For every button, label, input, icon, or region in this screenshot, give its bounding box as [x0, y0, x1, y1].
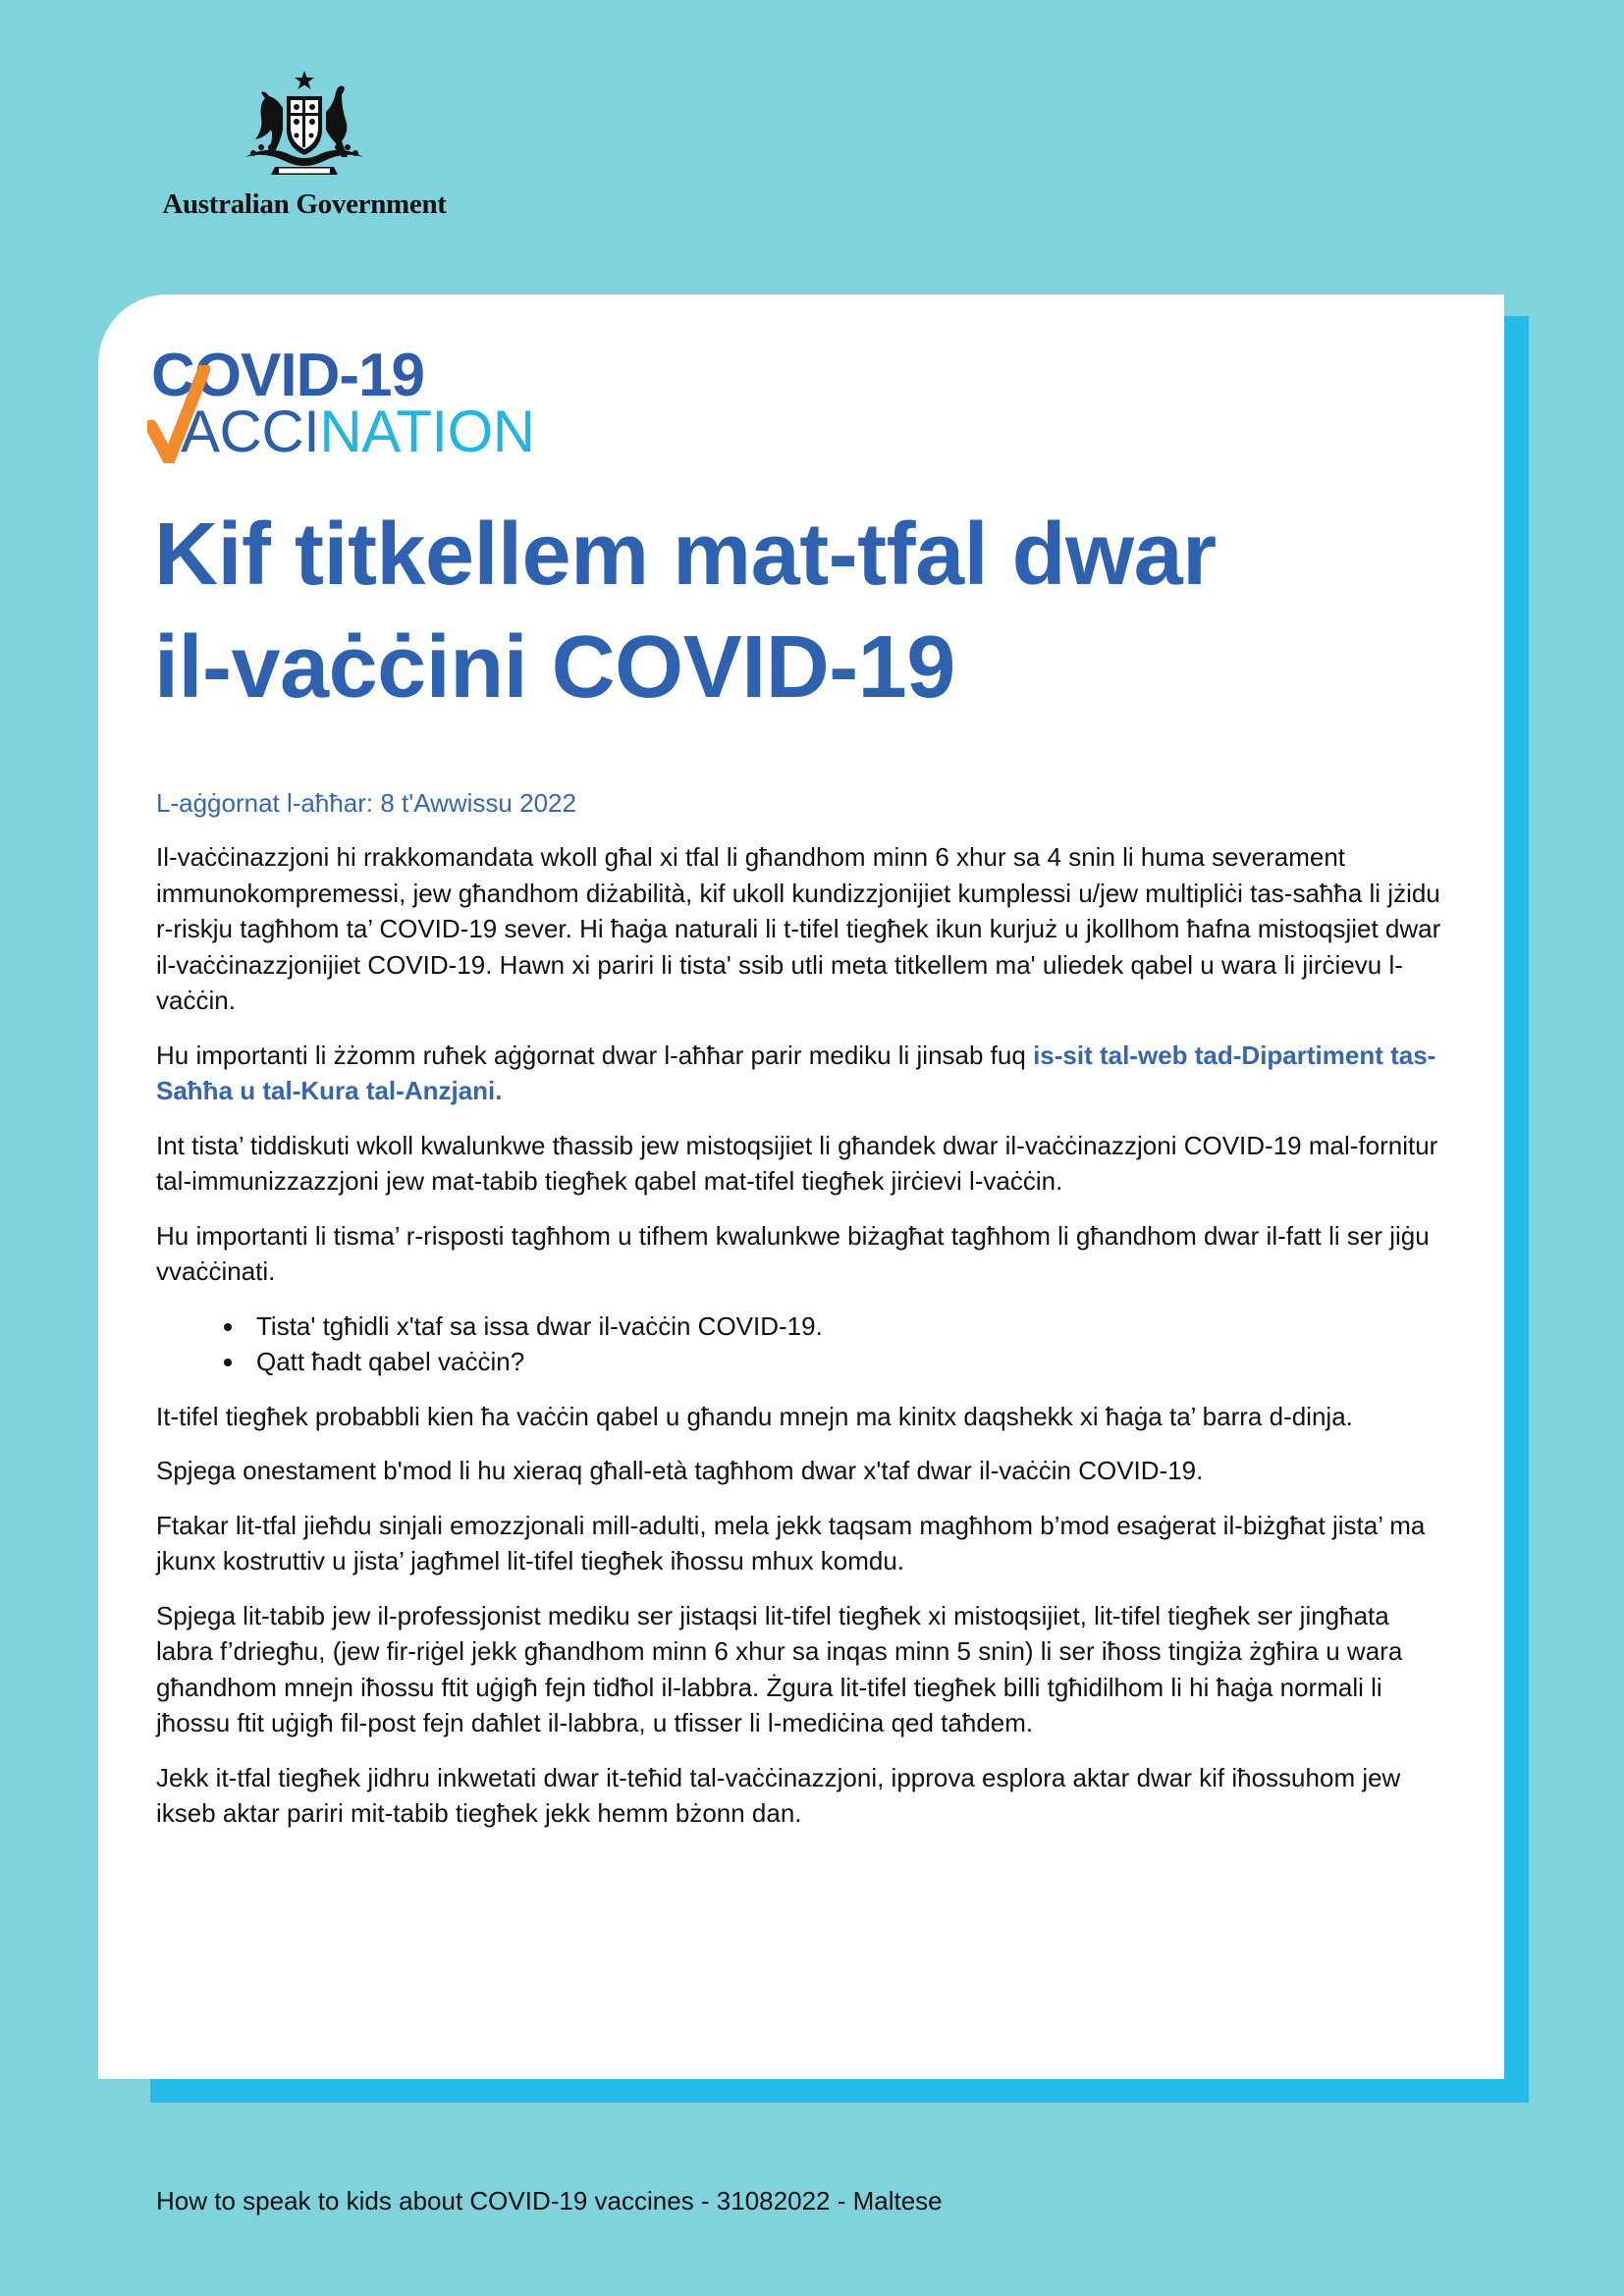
paragraph-2-end: . [495, 1076, 503, 1105]
covid-vaccination-logo [147, 342, 599, 464]
paragraph-6: Spjega onestament b'mod li hu xieraq għall-età tagħhom dwar x'taf dwar il-vaċċin COVID-19. [156, 1456, 1204, 1485]
last-updated: L-aġġornat l-aħħar: 8 t'Awwissu 2022 [156, 788, 576, 818]
paragraph-7: Ftakar lit-tfal jieħdu sinjali emozzjonali mill-adulti, mela jekk taqsam magħhom b’mod esaġerat il-biżgħat jista’ ma jkunx kostruttiv u jista’ jagħmel lit-tifel tiegħek iħossu mhux komdu. [156, 1510, 1426, 1575]
title-line1: Kif titkellem mat-tfal dwar [154, 506, 1217, 604]
list-item: • Qatt ħadt qabel vaċċin? [246, 1344, 1452, 1380]
logo-nation: NATION [319, 399, 535, 464]
paragraph-4: Hu importanti li tisma’ r-risposti tagħhom u tifhem kwalunkwe biżagħat tagħhom li għandhom dwar il-fatt li ser jiġu vvaċċinati. [156, 1220, 1430, 1286]
logo-acci: ACCI [181, 399, 320, 464]
paragraph-8: Spjega lit-tabib jew il-professjonist mediku ser jistaqsi lit-tifel tiegħek xi mistoqsijiet, lit-tifel tiegħek ser jingħata labra f’driegħu, (jew fir-riġel jekk għandhom minn 6 xhur sa inqas minn 5 snin) li ser iħoss tingiża żgħira u wara għandhom mnejn iħossu ftit uġigħ fejn tidħol il-labbra. Żgura lit-tifel tiegħek billi tgħidilhom li hi ħaġa normali li jħossu ftit uġigħ fil-post fejn daħlet il-labbra, u tfisser li l-mediċina qed taħdem. [156, 1600, 1403, 1737]
list-item: • Tista' tgħidli x'taf sa issa dwar il-vaċċin COVID-19. [246, 1308, 1452, 1345]
paragraph-9: Jekk it-tfal tiegħek jidhru inkwetati dwar it-teħid tal-vaċċinazzjoni, ipprova esplora aktar dwar kif iħossuhom jew ikseb aktar pariri mit-tabib tiegħek jekk hemm bżonn dan. [156, 1762, 1401, 1828]
footer-text: How to speak to kids about COVID-19 vaccines - 31082022 - Maltese [156, 2186, 943, 2216]
australian-coat-of-arms-icon [226, 69, 383, 185]
checkmark-icon [147, 365, 210, 463]
paragraph-2 [156, 1038, 1452, 1109]
government-name: Australian Government [162, 188, 447, 220]
health-department-link[interactable]: is-sit tal-web tad-Dipartiment tas-Saħħa u tal-Kura tal-Anzjani [156, 1040, 1436, 1105]
paragraph-5: It-tifel tiegħek probabbli kien ħa vaċċin qabel u għandu mnejn ma kinitx daqshekk xi ħaġa ta’ barra d-dinja. [156, 1401, 1353, 1431]
government-logo [147, 69, 461, 221]
title-line2: il-vaċċini COVID-19 [154, 618, 955, 717]
paragraph-3: Int tista’ tiddiskuti wkoll kwalunkwe tħassib jew mistoqsijiet li għandek dwar il-vaċċinazzjoni COVID-19 mal-fornitur tal-immunizzazzjoni jew mat-tabib tiegħek qabel mat-tifel tiegħek jirċievi l-vaċċin. [156, 1130, 1438, 1196]
logo-covid-text: COVID-19 [151, 342, 424, 409]
main-content [156, 785, 1452, 1850]
question-list [156, 1308, 1452, 1380]
paragraph-2-text: Hu importanti li żżomm ruħek aġġornat dwar l-aħħar parir mediku li jinsab fuq [156, 1040, 1034, 1070]
paragraph-1: Il-vaċċinazzjoni hi rrakkomandata wkoll għal xi tfal li għandhom minn 6 xhur sa 4 snin li huma severament immunokompremessi, jew għandhom diżabilità, kif ukoll kundizzjonijiet kumplessi u/jew multipliċi tas-saħħa li jżidu r-riskju tagħhom ta’ COVID-19 sever. Hi ħaġa naturali li t-tifel tiegħek ikun kurjuż u jkollhom ħafna mistoqsjiet dwar il-vaċċinazzjonijiet COVID-19. Hawn xi pariri li tista' ssib utli meta titkellem ma' uliedek qabel u wara li jirċievu l-vaċċin. [156, 842, 1441, 1015]
page-title [154, 499, 1460, 724]
